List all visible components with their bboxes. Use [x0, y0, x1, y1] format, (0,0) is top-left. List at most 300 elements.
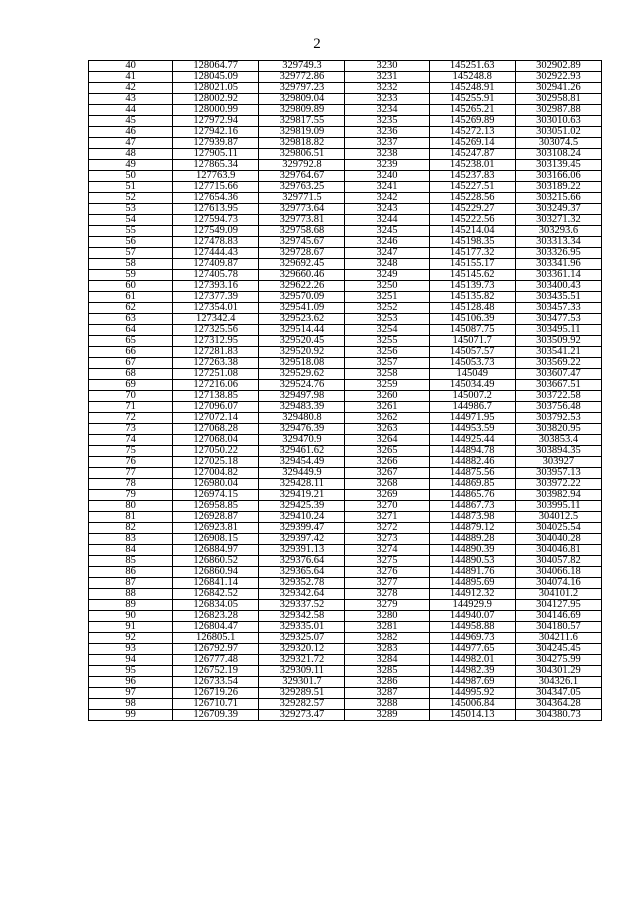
x-coordinate-right-cell: 144987.69	[429, 677, 515, 688]
y-coordinate-right-cell: 304057.82	[515, 556, 601, 567]
x-coordinate-right-cell: 144971.95	[429, 413, 515, 424]
x-coordinate-right-cell: 145198.35	[429, 237, 515, 248]
x-coordinate-right-cell: 144969.73	[429, 633, 515, 644]
point-number-cell: 47	[89, 138, 173, 149]
point-number-right-cell: 3289	[345, 710, 429, 721]
point-number-right-cell: 3259	[345, 380, 429, 391]
table-row	[89, 666, 602, 677]
point-number-cell: 42	[89, 83, 173, 94]
y-coordinate-right-cell: 303853.4	[515, 435, 601, 446]
x-coordinate-right-cell: 145177.32	[429, 248, 515, 259]
table-row	[89, 655, 602, 666]
x-coordinate-cell: 127004.82	[173, 468, 259, 479]
x-coordinate-cell: 127216.06	[173, 380, 259, 391]
point-number-right-cell: 3283	[345, 644, 429, 655]
point-number-cell: 85	[89, 556, 173, 567]
point-number-cell: 81	[89, 512, 173, 523]
y-coordinate-cell: 329476.39	[259, 424, 345, 435]
x-coordinate-right-cell: 144867.73	[429, 501, 515, 512]
coordinates-table	[88, 60, 602, 721]
y-coordinate-cell: 329342.64	[259, 589, 345, 600]
x-coordinate-cell: 127444.43	[173, 248, 259, 259]
point-number-cell: 91	[89, 622, 173, 633]
x-coordinate-cell: 127342.4	[173, 314, 259, 325]
x-coordinate-cell: 126958.85	[173, 501, 259, 512]
x-coordinate-right-cell: 145227.51	[429, 182, 515, 193]
y-coordinate-cell: 329480.8	[259, 413, 345, 424]
table-row	[89, 138, 602, 149]
y-coordinate-right-cell: 303477.53	[515, 314, 601, 325]
point-number-cell: 99	[89, 710, 173, 721]
table-row	[89, 710, 602, 721]
x-coordinate-cell: 127068.04	[173, 435, 259, 446]
y-coordinate-cell: 329758.68	[259, 226, 345, 237]
x-coordinate-cell: 127654.36	[173, 193, 259, 204]
y-coordinate-cell: 329497.98	[259, 391, 345, 402]
y-coordinate-cell: 329773.81	[259, 215, 345, 226]
point-number-cell: 44	[89, 105, 173, 116]
x-coordinate-cell: 126860.94	[173, 567, 259, 578]
point-number-right-cell: 3288	[345, 699, 429, 710]
table-row	[89, 116, 602, 127]
point-number-cell: 80	[89, 501, 173, 512]
point-number-cell: 88	[89, 589, 173, 600]
y-coordinate-right-cell: 304066.18	[515, 567, 601, 578]
y-coordinate-right-cell: 303189.22	[515, 182, 601, 193]
y-coordinate-right-cell: 303541.21	[515, 347, 601, 358]
y-coordinate-right-cell: 304347.05	[515, 688, 601, 699]
y-coordinate-right-cell: 303400.43	[515, 281, 601, 292]
y-coordinate-cell: 329764.67	[259, 171, 345, 182]
point-number-cell: 64	[89, 325, 173, 336]
y-coordinate-cell: 329763.25	[259, 182, 345, 193]
y-coordinate-cell: 329660.46	[259, 270, 345, 281]
x-coordinate-right-cell: 145265.21	[429, 105, 515, 116]
table-row	[89, 622, 602, 633]
x-coordinate-cell: 126733.54	[173, 677, 259, 688]
point-number-right-cell: 3249	[345, 270, 429, 281]
y-coordinate-right-cell: 304364.28	[515, 699, 601, 710]
y-coordinate-right-cell: 303457.33	[515, 303, 601, 314]
table-row	[89, 83, 602, 94]
table-row	[89, 578, 602, 589]
y-coordinate-cell: 329523.62	[259, 314, 345, 325]
table-row	[89, 413, 602, 424]
table-row	[89, 424, 602, 435]
x-coordinate-right-cell: 145128.48	[429, 303, 515, 314]
point-number-right-cell: 3245	[345, 226, 429, 237]
point-number-cell: 84	[89, 545, 173, 556]
y-coordinate-cell: 329282.57	[259, 699, 345, 710]
point-number-right-cell: 3241	[345, 182, 429, 193]
y-coordinate-cell: 329749.3	[259, 61, 345, 72]
x-coordinate-cell: 127865.34	[173, 160, 259, 171]
x-coordinate-right-cell: 145053.73	[429, 358, 515, 369]
y-coordinate-right-cell: 303166.06	[515, 171, 601, 182]
table-row	[89, 336, 602, 347]
point-number-cell: 55	[89, 226, 173, 237]
x-coordinate-cell: 126928.87	[173, 512, 259, 523]
y-coordinate-cell: 329454.49	[259, 457, 345, 468]
y-coordinate-right-cell: 304180.57	[515, 622, 601, 633]
table-row	[89, 171, 602, 182]
point-number-right-cell: 3286	[345, 677, 429, 688]
x-coordinate-cell: 127263.38	[173, 358, 259, 369]
x-coordinate-cell: 126752.19	[173, 666, 259, 677]
point-number-cell: 90	[89, 611, 173, 622]
point-number-cell: 97	[89, 688, 173, 699]
y-coordinate-right-cell: 303927	[515, 457, 601, 468]
x-coordinate-cell: 126834.05	[173, 600, 259, 611]
page-number: 2	[313, 36, 321, 52]
point-number-right-cell: 3257	[345, 358, 429, 369]
y-coordinate-right-cell: 303271.32	[515, 215, 601, 226]
y-coordinate-right-cell: 303820.95	[515, 424, 601, 435]
x-coordinate-right-cell: 145106.39	[429, 314, 515, 325]
point-number-right-cell: 3269	[345, 490, 429, 501]
x-coordinate-cell: 127942.16	[173, 127, 259, 138]
y-coordinate-cell: 329289.51	[259, 688, 345, 699]
x-coordinate-cell: 126719.26	[173, 688, 259, 699]
point-number-cell: 46	[89, 127, 173, 138]
point-number-cell: 54	[89, 215, 173, 226]
point-number-right-cell: 3236	[345, 127, 429, 138]
y-coordinate-cell: 329449.9	[259, 468, 345, 479]
y-coordinate-right-cell: 304074.16	[515, 578, 601, 589]
y-coordinate-right-cell: 302902.89	[515, 61, 601, 72]
x-coordinate-right-cell: 144958.88	[429, 622, 515, 633]
x-coordinate-cell: 128064.77	[173, 61, 259, 72]
table-row	[89, 468, 602, 479]
point-number-right-cell: 3267	[345, 468, 429, 479]
x-coordinate-cell: 127096.07	[173, 402, 259, 413]
y-coordinate-right-cell: 303051.02	[515, 127, 601, 138]
y-coordinate-right-cell: 304040.28	[515, 534, 601, 545]
y-coordinate-cell: 329797.23	[259, 83, 345, 94]
table-row	[89, 215, 602, 226]
y-coordinate-right-cell: 304380.73	[515, 710, 601, 721]
x-coordinate-cell: 126923.81	[173, 523, 259, 534]
y-coordinate-right-cell: 304046.81	[515, 545, 601, 556]
x-coordinate-right-cell: 145222.56	[429, 215, 515, 226]
table-row	[89, 369, 602, 380]
table-row	[89, 512, 602, 523]
point-number-right-cell: 3254	[345, 325, 429, 336]
coordinates-table-body	[89, 61, 602, 721]
point-number-cell: 61	[89, 292, 173, 303]
y-coordinate-right-cell: 303509.92	[515, 336, 601, 347]
point-number-right-cell: 3240	[345, 171, 429, 182]
table-row	[89, 633, 602, 644]
x-coordinate-cell: 127072.14	[173, 413, 259, 424]
point-number-cell: 82	[89, 523, 173, 534]
y-coordinate-right-cell: 304146.69	[515, 611, 601, 622]
table-row	[89, 149, 602, 160]
y-coordinate-cell: 329352.78	[259, 578, 345, 589]
x-coordinate-right-cell: 145248.91	[429, 83, 515, 94]
x-coordinate-right-cell: 144891.76	[429, 567, 515, 578]
table-row	[89, 457, 602, 468]
point-number-cell: 95	[89, 666, 173, 677]
y-coordinate-right-cell: 303215.66	[515, 193, 601, 204]
point-number-cell: 98	[89, 699, 173, 710]
y-coordinate-cell: 329419.21	[259, 490, 345, 501]
y-coordinate-cell: 329461.62	[259, 446, 345, 457]
point-number-right-cell: 3234	[345, 105, 429, 116]
y-coordinate-cell: 329365.64	[259, 567, 345, 578]
point-number-right-cell: 3255	[345, 336, 429, 347]
y-coordinate-cell: 329809.04	[259, 94, 345, 105]
x-coordinate-right-cell: 145014.13	[429, 710, 515, 721]
y-coordinate-cell: 329570.09	[259, 292, 345, 303]
point-number-cell: 86	[89, 567, 173, 578]
y-coordinate-cell: 329520.92	[259, 347, 345, 358]
y-coordinate-cell: 329529.62	[259, 369, 345, 380]
point-number-cell: 74	[89, 435, 173, 446]
table-row	[89, 61, 602, 72]
table-row	[89, 435, 602, 446]
point-number-right-cell: 3251	[345, 292, 429, 303]
x-coordinate-right-cell: 145237.83	[429, 171, 515, 182]
point-number-cell: 57	[89, 248, 173, 259]
point-number-right-cell: 3230	[345, 61, 429, 72]
y-coordinate-cell: 329809.89	[259, 105, 345, 116]
table-row	[89, 402, 602, 413]
x-coordinate-right-cell: 145272.13	[429, 127, 515, 138]
x-coordinate-cell: 126792.97	[173, 644, 259, 655]
table-row	[89, 644, 602, 655]
y-coordinate-cell: 329337.52	[259, 600, 345, 611]
x-coordinate-cell: 126823.28	[173, 611, 259, 622]
x-coordinate-cell: 128000.99	[173, 105, 259, 116]
table-row	[89, 94, 602, 105]
x-coordinate-right-cell: 144986.7	[429, 402, 515, 413]
table-row	[89, 303, 602, 314]
x-coordinate-right-cell: 145071.7	[429, 336, 515, 347]
y-coordinate-cell: 329325.07	[259, 633, 345, 644]
y-coordinate-cell: 329483.39	[259, 402, 345, 413]
point-number-cell: 69	[89, 380, 173, 391]
point-number-right-cell: 3258	[345, 369, 429, 380]
x-coordinate-cell: 127478.83	[173, 237, 259, 248]
point-number-cell: 89	[89, 600, 173, 611]
x-coordinate-right-cell: 144995.92	[429, 688, 515, 699]
point-number-cell: 72	[89, 413, 173, 424]
x-coordinate-right-cell: 145269.14	[429, 138, 515, 149]
point-number-right-cell: 3233	[345, 94, 429, 105]
point-number-cell: 41	[89, 72, 173, 83]
point-number-cell: 75	[89, 446, 173, 457]
point-number-cell: 73	[89, 424, 173, 435]
point-number-right-cell: 3243	[345, 204, 429, 215]
y-coordinate-cell: 329399.47	[259, 523, 345, 534]
y-coordinate-right-cell: 303972.22	[515, 479, 601, 490]
point-number-cell: 62	[89, 303, 173, 314]
table-row	[89, 446, 602, 457]
x-coordinate-cell: 127251.08	[173, 369, 259, 380]
x-coordinate-cell: 127613.95	[173, 204, 259, 215]
table-row	[89, 534, 602, 545]
point-number-right-cell: 3266	[345, 457, 429, 468]
y-coordinate-cell: 329819.09	[259, 127, 345, 138]
table-row	[89, 358, 602, 369]
x-coordinate-cell: 127409.87	[173, 259, 259, 270]
point-number-right-cell: 3246	[345, 237, 429, 248]
table-row	[89, 325, 602, 336]
point-number-cell: 83	[89, 534, 173, 545]
point-number-cell: 71	[89, 402, 173, 413]
point-number-right-cell: 3281	[345, 622, 429, 633]
point-number-right-cell: 3279	[345, 600, 429, 611]
point-number-right-cell: 3253	[345, 314, 429, 325]
y-coordinate-right-cell: 304275.99	[515, 655, 601, 666]
table-row	[89, 688, 602, 699]
x-coordinate-right-cell: 145007.2	[429, 391, 515, 402]
table-row	[89, 391, 602, 402]
point-number-right-cell: 3248	[345, 259, 429, 270]
y-coordinate-right-cell: 304301.29	[515, 666, 601, 677]
y-coordinate-right-cell: 302958.81	[515, 94, 601, 105]
x-coordinate-cell: 126842.52	[173, 589, 259, 600]
y-coordinate-right-cell: 303894.35	[515, 446, 601, 457]
point-number-right-cell: 3238	[345, 149, 429, 160]
x-coordinate-right-cell: 145247.87	[429, 149, 515, 160]
point-number-cell: 40	[89, 61, 173, 72]
y-coordinate-cell: 329745.67	[259, 237, 345, 248]
x-coordinate-cell: 126804.47	[173, 622, 259, 633]
point-number-right-cell: 3262	[345, 413, 429, 424]
table-row	[89, 699, 602, 710]
point-number-right-cell: 3278	[345, 589, 429, 600]
point-number-cell: 92	[89, 633, 173, 644]
table-row	[89, 281, 602, 292]
x-coordinate-right-cell: 144894.78	[429, 446, 515, 457]
x-coordinate-right-cell: 145229.27	[429, 204, 515, 215]
point-number-right-cell: 3270	[345, 501, 429, 512]
point-number-right-cell: 3260	[345, 391, 429, 402]
point-number-cell: 78	[89, 479, 173, 490]
y-coordinate-right-cell: 303108.24	[515, 149, 601, 160]
point-number-right-cell: 3277	[345, 578, 429, 589]
y-coordinate-cell: 329301.7	[259, 677, 345, 688]
table-row	[89, 523, 602, 534]
x-coordinate-right-cell: 145269.89	[429, 116, 515, 127]
x-coordinate-cell: 126710.71	[173, 699, 259, 710]
x-coordinate-cell: 127594.73	[173, 215, 259, 226]
y-coordinate-right-cell: 303957.13	[515, 468, 601, 479]
point-number-cell: 59	[89, 270, 173, 281]
y-coordinate-cell: 329772.86	[259, 72, 345, 83]
table-row	[89, 127, 602, 138]
x-coordinate-right-cell: 144889.28	[429, 534, 515, 545]
x-coordinate-cell: 127939.87	[173, 138, 259, 149]
point-number-cell: 68	[89, 369, 173, 380]
y-coordinate-right-cell: 303293.6	[515, 226, 601, 237]
y-coordinate-cell: 329728.67	[259, 248, 345, 259]
point-number-cell: 77	[89, 468, 173, 479]
x-coordinate-right-cell: 145087.75	[429, 325, 515, 336]
y-coordinate-right-cell: 303722.58	[515, 391, 601, 402]
point-number-right-cell: 3276	[345, 567, 429, 578]
y-coordinate-right-cell: 303074.5	[515, 138, 601, 149]
x-coordinate-cell: 127393.16	[173, 281, 259, 292]
point-number-right-cell: 3231	[345, 72, 429, 83]
point-number-right-cell: 3264	[345, 435, 429, 446]
y-coordinate-right-cell: 304101.2	[515, 589, 601, 600]
x-coordinate-right-cell: 145248.8	[429, 72, 515, 83]
y-coordinate-right-cell: 303341.96	[515, 259, 601, 270]
table-row	[89, 182, 602, 193]
x-coordinate-right-cell: 144895.69	[429, 578, 515, 589]
point-number-cell: 48	[89, 149, 173, 160]
point-number-right-cell: 3244	[345, 215, 429, 226]
table-row	[89, 226, 602, 237]
y-coordinate-right-cell: 304245.45	[515, 644, 601, 655]
point-number-cell: 49	[89, 160, 173, 171]
point-number-cell: 70	[89, 391, 173, 402]
x-coordinate-cell: 126841.14	[173, 578, 259, 589]
x-coordinate-right-cell: 144873.98	[429, 512, 515, 523]
x-coordinate-right-cell: 145238.01	[429, 160, 515, 171]
point-number-right-cell: 3280	[345, 611, 429, 622]
y-coordinate-cell: 329514.44	[259, 325, 345, 336]
point-number-cell: 50	[89, 171, 173, 182]
table-row	[89, 677, 602, 688]
x-coordinate-cell: 126884.97	[173, 545, 259, 556]
table-row	[89, 347, 602, 358]
x-coordinate-cell: 127549.09	[173, 226, 259, 237]
point-number-right-cell: 3284	[345, 655, 429, 666]
point-number-right-cell: 3237	[345, 138, 429, 149]
y-coordinate-cell: 329309.11	[259, 666, 345, 677]
table-row	[89, 72, 602, 83]
x-coordinate-right-cell: 144912.32	[429, 589, 515, 600]
point-number-right-cell: 3265	[345, 446, 429, 457]
table-row	[89, 248, 602, 259]
table-row	[89, 259, 602, 270]
table-row	[89, 479, 602, 490]
y-coordinate-right-cell: 303139.45	[515, 160, 601, 171]
y-coordinate-right-cell: 303569.22	[515, 358, 601, 369]
y-coordinate-cell: 329806.51	[259, 149, 345, 160]
point-number-cell: 51	[89, 182, 173, 193]
x-coordinate-right-cell: 144925.44	[429, 435, 515, 446]
y-coordinate-cell: 329273.47	[259, 710, 345, 721]
y-coordinate-cell: 329335.01	[259, 622, 345, 633]
table-row	[89, 600, 602, 611]
point-number-right-cell: 3235	[345, 116, 429, 127]
y-coordinate-cell: 329320.12	[259, 644, 345, 655]
x-coordinate-cell: 127281.83	[173, 347, 259, 358]
y-coordinate-right-cell: 304326.1	[515, 677, 601, 688]
y-coordinate-cell: 329771.5	[259, 193, 345, 204]
x-coordinate-right-cell: 144977.65	[429, 644, 515, 655]
x-coordinate-right-cell: 145006.84	[429, 699, 515, 710]
point-number-right-cell: 3272	[345, 523, 429, 534]
x-coordinate-cell: 127325.56	[173, 325, 259, 336]
y-coordinate-right-cell: 302941.26	[515, 83, 601, 94]
x-coordinate-right-cell: 145057.57	[429, 347, 515, 358]
point-number-right-cell: 3275	[345, 556, 429, 567]
x-coordinate-cell: 126805.1	[173, 633, 259, 644]
y-coordinate-right-cell: 303326.95	[515, 248, 601, 259]
y-coordinate-right-cell: 303667.51	[515, 380, 601, 391]
x-coordinate-right-cell: 145214.04	[429, 226, 515, 237]
table-row	[89, 292, 602, 303]
x-coordinate-right-cell: 145228.56	[429, 193, 515, 204]
x-coordinate-right-cell: 145255.91	[429, 94, 515, 105]
y-coordinate-right-cell: 303435.51	[515, 292, 601, 303]
